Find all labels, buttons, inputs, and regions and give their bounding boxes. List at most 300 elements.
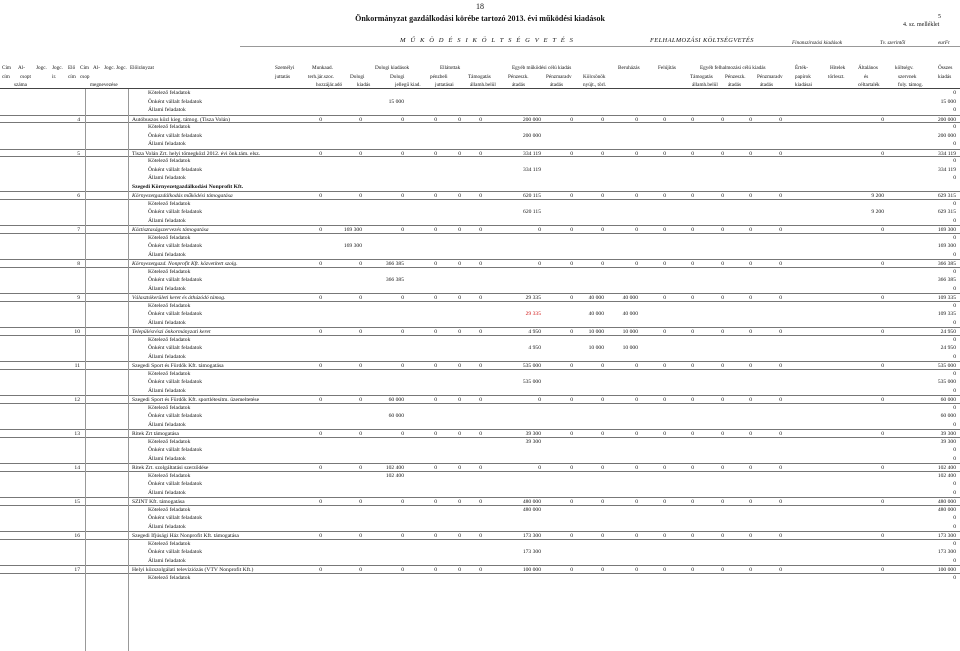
row-label: Köztisztaságszervezés támogatása — [132, 227, 209, 233]
cell-a3: 60 000 — [388, 413, 404, 419]
row-label: Önként vállalt feladatok — [148, 132, 203, 139]
row-label: Autóbuszos közl kieg. támog. (Tisza Volán) — [132, 116, 230, 123]
cell-a7: 620 115 — [523, 209, 541, 215]
cell-a4: 0 — [434, 499, 437, 505]
cell-a7: 200 000 — [522, 132, 541, 139]
cell-a5: 0 — [458, 431, 461, 437]
cell-a7: 4 950 — [528, 329, 541, 335]
cell-a1: 0 — [319, 567, 322, 573]
row-number: 10 — [74, 329, 80, 335]
table-row-main — [0, 497, 960, 506]
row-label: Állami feladatok — [148, 489, 186, 496]
cell-a6: 0 — [479, 431, 482, 437]
cell-a1: 0 — [319, 116, 322, 123]
cell-total: 535 000 — [937, 379, 956, 385]
cell-a7: 0 — [538, 261, 541, 267]
cell-a4: 0 — [434, 431, 437, 437]
cell-a5: 0 — [458, 329, 461, 335]
cell-b1: 0 — [601, 397, 604, 403]
cell-b2: 0 — [635, 533, 638, 539]
cell-b5: 0 — [721, 150, 724, 157]
cell-total: 173 300 — [937, 549, 956, 555]
header-col-c-14: céltartalék — [858, 82, 880, 88]
header-col-a-18: Érték- — [795, 65, 808, 71]
header-col-b-18: törleszt. — [828, 74, 845, 80]
cell-a3: 0 — [401, 363, 404, 369]
row-label: Önként vállalt feladatok — [148, 98, 203, 105]
header-col-c-1: megnevezése — [90, 82, 118, 88]
cell-b8: 0 — [881, 533, 884, 539]
cell-a1: 0 — [319, 150, 322, 157]
header-col-b-6: terh.jár.szoc. — [308, 74, 335, 80]
cell-b7: 0 — [779, 227, 782, 233]
cell-a1: 0 — [319, 261, 322, 267]
table-row-sub — [0, 404, 960, 413]
cell-total: 0 — [953, 251, 956, 258]
cell-a2: 0 — [359, 533, 362, 539]
cell-a1: 0 — [319, 533, 322, 539]
cell-a2: 169 300 — [343, 227, 362, 233]
header-col-b-14: Támogatás — [690, 74, 713, 80]
cell-a3: 0 — [401, 193, 404, 199]
group-tv-szerint: Tv. szerintől — [880, 40, 906, 46]
cell-a3: 102 400 — [385, 465, 404, 471]
cell-a4: 0 — [434, 150, 437, 157]
cell-a1: 0 — [319, 397, 322, 403]
cell-total: 0 — [953, 370, 956, 377]
cell-b4: 0 — [691, 329, 694, 335]
row-label: Állami feladatok — [148, 557, 186, 564]
cell-b2: 10 000 — [622, 329, 638, 335]
cell-a7: 480 000 — [522, 506, 541, 513]
header-col-c-9: nyújt., törl. — [583, 82, 607, 88]
cell-b5: 0 — [721, 397, 724, 403]
cell-a3: 0 — [401, 295, 404, 301]
cell-a4: 0 — [434, 193, 437, 199]
cell-total: 0 — [953, 141, 956, 147]
cell-szemelyi: 15 000 — [388, 98, 404, 105]
cell-total: 0 — [953, 234, 956, 241]
row-number: 5 — [77, 150, 80, 157]
cell-a2: 0 — [359, 499, 362, 505]
cell-a7: 200 000 — [522, 116, 541, 123]
cell-b4: 0 — [691, 227, 694, 233]
cell-b4: 0 — [691, 567, 694, 573]
cell-a3: 0 — [401, 431, 404, 437]
cell-a8: 0 — [570, 193, 573, 199]
cell-b6: 0 — [749, 227, 752, 233]
header-col-b-20: szervnek — [898, 74, 917, 80]
row-label: Kötelező feladatok — [148, 336, 191, 343]
cell-b6: 0 — [749, 431, 752, 437]
cell-b5: 0 — [721, 116, 724, 123]
cell-b4: 0 — [691, 295, 694, 301]
cell-a2: 0 — [359, 295, 362, 301]
cell-total: 0 — [953, 90, 956, 96]
cell-b1: 0 — [601, 261, 604, 267]
table-row-main — [0, 531, 960, 540]
header-col-b-7: Dologi — [350, 74, 365, 80]
cell-a6: 0 — [479, 397, 482, 403]
header-col-a-21: költségv. — [895, 65, 914, 71]
header-col-b-4: csop — [80, 74, 90, 80]
row-label: Ritek Zrt. szolgáltatási szerződése — [132, 465, 209, 471]
cell-a5: 0 — [458, 150, 461, 157]
row-label: Környezetgazd. Nonprofit Kft. közvetített szolg. — [132, 261, 238, 267]
cell-b1: 40 000 — [588, 311, 604, 317]
cell-total: 200 000 — [937, 116, 956, 123]
table-row-sub — [0, 336, 960, 345]
cell-b2: 0 — [635, 397, 638, 403]
cell-a7: 620 115 — [523, 193, 541, 199]
table-row-main — [0, 293, 960, 302]
row-label: Szegedi Ifjúsági Ház Nonprofit Kft. támogatása — [132, 533, 239, 539]
header-col-c-10: államh.belül — [692, 82, 718, 88]
cell-a4: 0 — [434, 533, 437, 539]
cell-total: 0 — [953, 455, 956, 462]
cell-a7: 0 — [538, 227, 541, 233]
cell-b2: 0 — [635, 150, 638, 157]
table-row-sub — [0, 523, 960, 532]
cell-b7: 0 — [779, 261, 782, 267]
cell-b5: 0 — [721, 329, 724, 335]
row-label: Önként vállalt feladatok — [148, 413, 203, 419]
row-label: Önként vállalt feladatok — [148, 345, 203, 351]
row-label: Ritek Zrt támogatása — [132, 431, 179, 437]
cell-a7: 535 000 — [522, 379, 541, 385]
cell-a7: 0 — [538, 465, 541, 471]
cell-a5: 0 — [458, 193, 461, 199]
cell-a8: 0 — [570, 329, 573, 335]
row-label: Szegedi Környezetgazdálkodási Nonprofit Kft. — [132, 183, 244, 190]
table-row-sub — [0, 480, 960, 489]
cell-total: 366 385 — [937, 261, 956, 267]
cell-b8: 9 200 — [871, 209, 884, 215]
table-row-sub — [0, 276, 960, 285]
row-label: Szegedi Sport és Fürdők Kft. sportlétesítm. üzemeltetése — [132, 397, 260, 403]
cell-a7: 334 119 — [523, 150, 541, 157]
cell-total: 0 — [953, 107, 956, 113]
header-col-c-7: átadás — [512, 82, 525, 88]
cell-total: 480 000 — [937, 506, 956, 513]
cell-b1: 0 — [601, 533, 604, 539]
row-label: Önként vállalt feladatok — [148, 166, 203, 173]
cell-a1: 0 — [319, 329, 322, 335]
cell-a3: 102 400 — [385, 472, 404, 479]
row-number: 9 — [77, 295, 80, 301]
cell-total: 535 000 — [937, 363, 956, 369]
row-label: Kötelező feladatok — [148, 574, 191, 581]
cell-total: 39 300 — [940, 431, 956, 437]
row-label: Önként vállalt feladatok — [148, 481, 203, 487]
cell-b2: 0 — [635, 431, 638, 437]
row-label: Kötelező feladatok — [148, 540, 191, 547]
row-number: 8 — [77, 261, 80, 267]
cell-b2: 10 000 — [622, 345, 638, 351]
row-number: 12 — [74, 397, 80, 403]
row-label: Kötelező feladatok — [148, 370, 191, 377]
cell-b3: 0 — [663, 329, 666, 335]
table-row-sub — [0, 557, 960, 566]
header-col-a-13: Ellátottak — [440, 65, 461, 71]
cell-total: 629 315 — [937, 209, 956, 215]
cell-b8: 0 — [881, 397, 884, 403]
cell-total: 0 — [953, 557, 956, 564]
header-col-c-11: átadás — [728, 82, 741, 88]
table-row-sub — [0, 574, 960, 583]
table-row-sub — [0, 302, 960, 311]
header-col-a-16: Felújítás — [658, 65, 676, 71]
cell-b8: 0 — [881, 227, 884, 233]
cell-a3: 0 — [401, 116, 404, 123]
header-col-a-11: Munkaad. — [312, 65, 333, 71]
table-row-main — [0, 149, 960, 158]
header-col-c-13: kiadásai — [795, 82, 812, 88]
cell-a7: 29 335 — [525, 295, 541, 301]
cell-total: 109 335 — [937, 295, 956, 301]
cell-b6: 0 — [749, 363, 752, 369]
table-row-sub — [0, 506, 960, 515]
cell-b7: 0 — [779, 295, 782, 301]
row-label: Településrészi önkormányzati keret — [132, 329, 211, 335]
row-number: 6 — [77, 193, 80, 199]
cell-b6: 0 — [749, 533, 752, 539]
cell-a7: 39 300 — [525, 431, 541, 437]
cell-b2: 0 — [635, 261, 638, 267]
table-row-sub — [0, 489, 960, 498]
cell-b2: 0 — [635, 567, 638, 573]
table-row-sub — [0, 548, 960, 557]
cell-a6: 0 — [479, 533, 482, 539]
cell-a5: 0 — [458, 465, 461, 471]
row-label: Önként vállalt feladatok — [148, 379, 203, 385]
cell-total: 102 400 — [937, 465, 956, 471]
cell-b6: 0 — [749, 261, 752, 267]
table-row-main — [0, 463, 960, 472]
header-col-a-17: Egyéb felhalmozási célú kiadás — [700, 65, 766, 71]
cell-b4: 0 — [691, 499, 694, 505]
header-col-b-17: papírok — [795, 74, 811, 80]
header-col-c-2: hozzájár.adó — [316, 82, 343, 88]
cell-b5: 0 — [721, 261, 724, 267]
group-felhalmozasi: FELHALMOZÁSI KÖLTSÉGVETÉS — [650, 37, 754, 44]
cell-total: 334 119 — [938, 166, 956, 173]
cell-a6: 0 — [479, 261, 482, 267]
header-col-c-12: átadás — [760, 82, 773, 88]
row-label: Önként vállalt feladatok — [148, 447, 203, 453]
cell-total: 0 — [953, 158, 956, 164]
cell-a7: 4 950 — [528, 345, 541, 351]
cell-a4: 0 — [434, 397, 437, 403]
row-label: Tisza Volán Zrt. helyi tömegközl 2012. évi önk.tám. elsz. — [132, 150, 261, 157]
header-col-b-13: Kölcsönök — [583, 74, 606, 80]
header-col-b-8: Dologi — [390, 74, 405, 80]
cell-b8: 0 — [881, 363, 884, 369]
cell-total: 15 000 — [940, 98, 956, 105]
row-label: Állami feladatok — [148, 421, 186, 428]
cell-b2: 0 — [635, 193, 638, 199]
cell-total: 0 — [953, 481, 956, 487]
table-row-sub — [0, 208, 960, 217]
cell-a8: 0 — [570, 261, 573, 267]
cell-b1: 0 — [601, 193, 604, 199]
cell-a7: 173 300 — [522, 533, 541, 539]
cell-b8: 0 — [881, 261, 884, 267]
cell-b4: 0 — [691, 533, 694, 539]
row-label: Állami feladatok — [148, 175, 186, 181]
row-label: Önként vállalt feladatok — [148, 209, 203, 215]
cell-a3: 60 000 — [388, 397, 404, 403]
table-row-sub — [0, 123, 960, 132]
row-label: Kötelező feladatok — [148, 124, 191, 130]
cell-a1: 0 — [319, 465, 322, 471]
annex-label: 4. sz. melléklet — [903, 22, 940, 28]
cell-total: 200 000 — [937, 132, 956, 139]
cell-b5: 0 — [721, 295, 724, 301]
cell-a6: 0 — [479, 193, 482, 199]
cell-b1: 10 000 — [588, 329, 604, 335]
cell-a2: 0 — [359, 150, 362, 157]
cell-b1: 10 000 — [588, 345, 604, 351]
cell-total: 480 000 — [937, 499, 956, 505]
row-number: 14 — [74, 465, 80, 471]
header-col-a-9: Előirányzat — [130, 65, 154, 71]
cell-b6: 0 — [749, 397, 752, 403]
cell-a7: 535 000 — [522, 363, 541, 369]
header-col-c-4: jellegű kiad. — [395, 82, 421, 88]
header-col-a-7: Jogc. — [104, 65, 115, 71]
cell-a5: 0 — [458, 397, 461, 403]
cell-total: 60 000 — [940, 413, 956, 419]
row-label: Kötelező feladatok — [148, 506, 191, 513]
cell-b6: 0 — [749, 295, 752, 301]
table-row-sub — [0, 438, 960, 447]
cell-b1: 0 — [601, 227, 604, 233]
cell-b4: 0 — [691, 363, 694, 369]
header-col-c-5: juttatásai — [435, 82, 454, 88]
table-row-sub — [0, 242, 960, 251]
cell-a1: 0 — [319, 227, 322, 233]
cell-a8: 0 — [570, 533, 573, 539]
cell-b6: 0 — [749, 193, 752, 199]
cell-b5: 0 — [721, 227, 724, 233]
row-label: Állami feladatok — [148, 455, 186, 462]
cell-a5: 0 — [458, 261, 461, 267]
header-col-a-8: Jogc. — [116, 65, 127, 71]
table-row-sub — [0, 98, 960, 107]
cell-a5: 0 — [458, 227, 461, 233]
cell-b8: 0 — [881, 567, 884, 573]
cell-a2: 0 — [359, 329, 362, 335]
cell-a6: 0 — [479, 363, 482, 369]
cell-a4: 0 — [434, 261, 437, 267]
group-mukodesi: M Ű K Ö D É S I K Ö L T S É G V E T É S — [400, 37, 575, 44]
row-label: Kötelező feladatok — [148, 234, 191, 241]
row-label: Állami feladatok — [148, 523, 186, 530]
table-row-main — [0, 327, 960, 336]
cell-b4: 0 — [691, 150, 694, 157]
cell-a6: 0 — [479, 465, 482, 471]
header-col-b-1: csopt — [20, 74, 31, 80]
row-label: Állami feladatok — [148, 285, 186, 292]
cell-b3: 0 — [663, 193, 666, 199]
header-col-a-5: Cím — [80, 65, 89, 71]
cell-a5: 0 — [458, 295, 461, 301]
row-number: 4 — [77, 116, 80, 123]
row-number: 15 — [74, 499, 80, 505]
cell-b7: 0 — [779, 465, 782, 471]
cell-b3: 0 — [663, 227, 666, 233]
cell-b8: 0 — [881, 150, 884, 157]
header-col-a-1: Al- — [18, 65, 25, 71]
table-row-sub — [0, 514, 960, 523]
cell-b8: 0 — [881, 431, 884, 437]
row-label: Kötelező feladatok — [148, 404, 191, 411]
cell-a4: 0 — [434, 567, 437, 573]
table-row-sub — [0, 140, 960, 149]
header-col-c-8: átadás — [550, 82, 563, 88]
header-col-b-9: pénzbeli — [430, 74, 448, 80]
cell-a3: 0 — [401, 567, 404, 573]
table-row-sub — [0, 446, 960, 455]
cell-a3: 0 — [401, 329, 404, 335]
cell-b4: 0 — [691, 465, 694, 471]
row-label: Kötelező feladatok — [148, 200, 191, 207]
cell-a7: 0 — [538, 397, 541, 403]
header-col-a-6: Al- — [93, 65, 100, 71]
header-col-a-2: Jogc. — [36, 65, 47, 71]
cell-total: 169 300 — [937, 227, 956, 233]
cell-b2: 40 000 — [622, 311, 638, 317]
row-number: 17 — [74, 567, 80, 573]
cell-b5: 0 — [721, 465, 724, 471]
row-label: Kötelező feladatok — [148, 302, 191, 309]
cell-total: 0 — [953, 447, 956, 453]
cell-b2: 40 000 — [622, 295, 638, 301]
cell-a8: 0 — [570, 431, 573, 437]
row-label: Állami feladatok — [148, 387, 186, 394]
corner-number: 5 — [938, 14, 941, 20]
cell-total: 0 — [953, 353, 956, 360]
table-row-main — [0, 565, 960, 574]
cell-a2: 0 — [359, 567, 362, 573]
table-row-main — [0, 191, 960, 200]
cell-a5: 0 — [458, 116, 461, 123]
row-number: 13 — [74, 431, 80, 437]
table-row-sub — [0, 421, 960, 430]
page-number: 18 — [476, 2, 484, 11]
table-row-sub — [0, 455, 960, 464]
column-rule — [85, 89, 86, 651]
table-row-main — [0, 259, 960, 268]
cell-b3: 0 — [663, 499, 666, 505]
cell-b3: 0 — [663, 150, 666, 157]
table-row-main — [0, 361, 960, 370]
header-col-b-0: cím — [2, 74, 10, 80]
cell-b4: 0 — [691, 261, 694, 267]
cell-b5: 0 — [721, 363, 724, 369]
cell-b1: 0 — [601, 150, 604, 157]
header-col-c-6: államh.belül — [470, 82, 496, 88]
table-row-main — [0, 429, 960, 438]
table-row-sub — [0, 132, 960, 141]
header-col-b-5: juttatás — [275, 74, 290, 80]
row-number: 16 — [74, 533, 80, 539]
cell-b7: 0 — [779, 431, 782, 437]
cell-a1: 0 — [319, 431, 322, 437]
cell-b5: 0 — [721, 533, 724, 539]
cell-total: 39 300 — [940, 438, 956, 445]
